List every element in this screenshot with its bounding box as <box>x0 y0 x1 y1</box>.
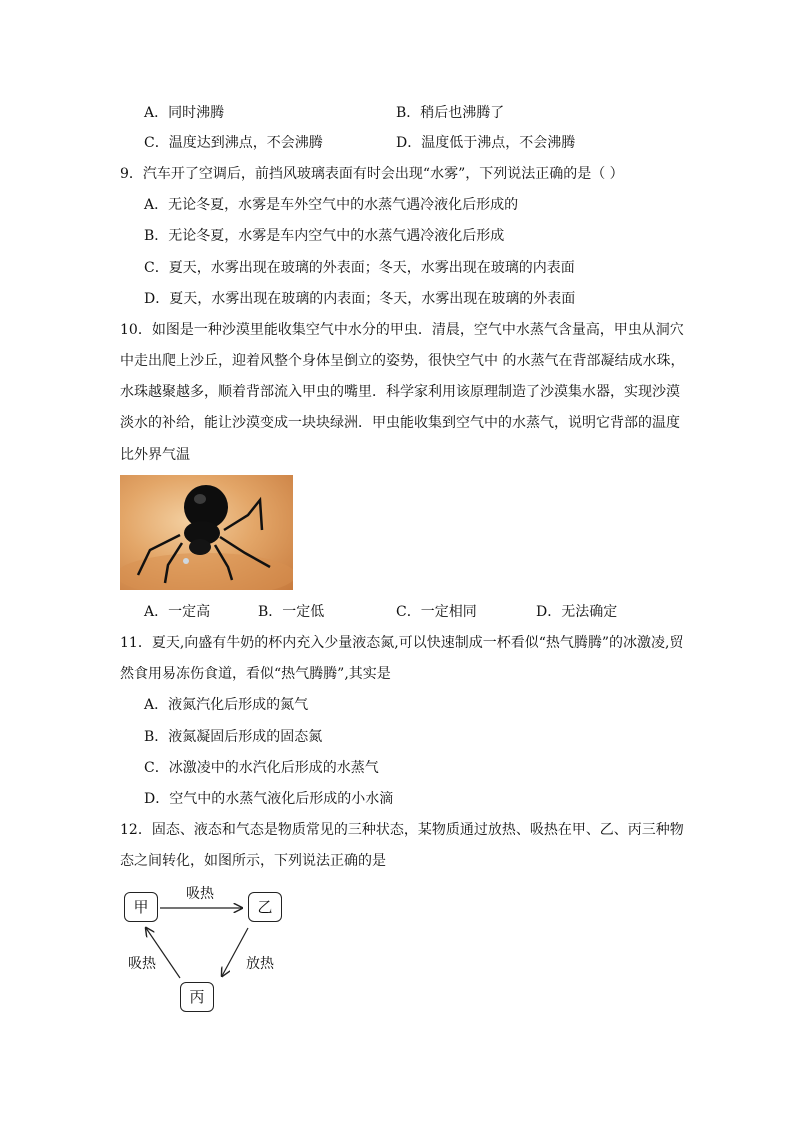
q10-stem-line-3: 水珠越聚越多，顺着背部流入甲虫的嘴里．科学家利用该原理制造了沙漠集水器，实现沙漠 <box>120 384 680 400</box>
desert-beetle-photo <box>120 475 293 590</box>
q10-stem-line-1: 10．如图是一种沙漠里能收集空气中水分的甲虫．清晨，空气中水蒸气含量高，甲虫从洞穴 <box>120 322 684 338</box>
q9-option-b: B．无论冬夏，水雾是车内空气中的水蒸气遇冷液化后形成 <box>144 228 505 244</box>
q9-option-a: A．无论冬夏，水雾是车外空气中的水蒸气遇冷液化后形成的 <box>144 197 519 213</box>
q12-stem-line-1: 12．固态、液态和气态是物质常见的三种状态，某物质通过放热、吸热在甲、乙、丙三种物 <box>120 822 684 838</box>
arrow-yi-to-bing <box>222 928 248 976</box>
q9-option-c: C．夏天，水雾出现在玻璃的外表面；冬天，水雾出现在玻璃的内表面 <box>144 260 575 276</box>
q11-option-a: A．液氮汽化后形成的氮气 <box>144 697 309 713</box>
label-right-release-heat: 放热 <box>246 956 274 972</box>
q12-stem-line-2: 态之间转化，如图所示，下列说法正确的是 <box>120 853 386 869</box>
state-box-jia: 甲 <box>124 892 158 922</box>
state-change-diagram <box>118 880 298 1015</box>
label-left-absorb-heat: 吸热 <box>128 956 156 972</box>
q8-option-b: B．稍后也沸腾了 <box>396 105 505 121</box>
state-box-bing: 丙 <box>180 982 214 1012</box>
q11-option-c: C．冰激凌中的水汽化后形成的水蒸气 <box>144 760 379 776</box>
q11-option-d: D．空气中的水蒸气液化后形成的小水滴 <box>144 791 394 807</box>
q10-stem-line-4: 淡水的补给，能让沙漠变成一块块绿洲．甲虫能收集到空气中的水蒸气，说明它背部的温度 <box>120 415 680 431</box>
q8-option-a: A．同时沸腾 <box>144 105 225 121</box>
q10-option-c: C．一定相同 <box>396 604 477 620</box>
q11-stem-line-1: 11．夏天,向盛有牛奶的杯内充入少量液态氮,可以快速制成一杯看似“热气腾腾”的冰激凌,贸 <box>120 635 684 651</box>
q10-option-b: B．一定低 <box>258 604 325 620</box>
state-box-yi: 乙 <box>248 892 282 922</box>
q11-stem-line-2: 然食用易冻伤食道，看似“热气腾腾”,其实是 <box>120 666 391 682</box>
q9-option-d: D．夏天，水雾出现在玻璃的内表面；冬天，水雾出现在玻璃的外表面 <box>144 291 576 307</box>
label-top-absorb-heat: 吸热 <box>186 886 214 902</box>
q11-option-b: B．液氮凝固后形成的固态氮 <box>144 729 323 745</box>
q10-stem-line-2: 中走出爬上沙丘，迎着风整个身体呈倒立的姿势，很快空气中 的水蒸气在背部凝结成水珠， <box>120 353 685 369</box>
q10-stem-line-5: 比外界气温 <box>120 447 190 463</box>
q8-option-d: D．温度低于沸点，不会沸腾 <box>396 135 576 151</box>
q9-stem: 9．汽车开了空调后，前挡风玻璃表面有时会出现“水雾”，下列说法正确的是（ ） <box>120 166 624 182</box>
q10-option-d: D．无法确定 <box>536 604 618 620</box>
q10-option-a: A．一定高 <box>144 604 211 620</box>
q8-option-c: C．温度达到沸点，不会沸腾 <box>144 135 323 151</box>
